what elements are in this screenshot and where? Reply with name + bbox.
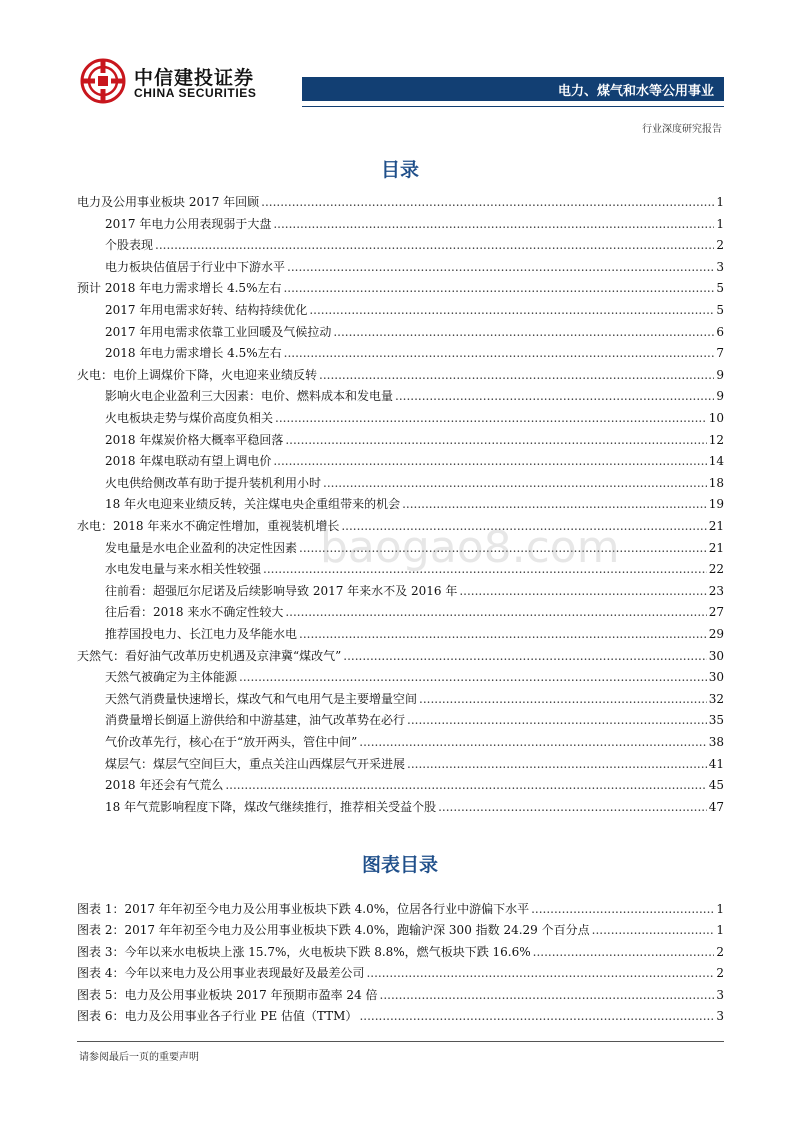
toc-entry[interactable] xyxy=(105,776,724,796)
toc-entry-text: 消费量增长倒逼上游供给和中游基建，油气改革势在必行 xyxy=(105,713,406,728)
dot-leader xyxy=(380,988,715,1002)
dot-leader xyxy=(319,368,714,382)
figure-entry-page: 1 xyxy=(716,902,724,916)
toc-entry-page: 45 xyxy=(708,778,724,793)
figure-entry-text: 图表 4：今年以来电力及公用事业表现最好及最差公司 xyxy=(77,966,365,981)
toc-entry[interactable] xyxy=(105,323,724,343)
dot-leader xyxy=(323,476,707,490)
dot-leader xyxy=(359,1009,714,1023)
toc-entry[interactable] xyxy=(77,193,724,213)
toc-entry-text: 2018 年电力需求增长 4.5%左右 xyxy=(105,346,282,361)
toc-entry-page: 32 xyxy=(708,691,724,706)
dot-leader xyxy=(459,584,706,598)
dot-leader xyxy=(407,757,707,771)
toc-entry[interactable] xyxy=(105,387,724,407)
figure-entry[interactable] xyxy=(77,986,724,1006)
toc-entry[interactable] xyxy=(105,668,724,688)
header-divider xyxy=(302,106,724,107)
dot-leader xyxy=(407,713,707,727)
dot-leader xyxy=(285,605,706,619)
figure-entry[interactable] xyxy=(77,943,724,963)
dot-leader xyxy=(261,195,714,209)
toc-entry-page: 27 xyxy=(708,605,724,620)
figure-entry-text: 图表 6：电力及公用事业各子行业 PE 估值（TTM） xyxy=(77,1009,358,1023)
report-type-label: 行业深度研究报告 xyxy=(642,124,722,135)
figure-entry[interactable] xyxy=(77,964,724,984)
dot-leader xyxy=(285,433,706,447)
dot-leader xyxy=(239,670,707,684)
dot-leader xyxy=(366,966,714,980)
dot-leader xyxy=(309,303,714,317)
toc-entry-text: 煤层气：煤层气空间巨大，重点关注山西煤层气开采进展 xyxy=(105,756,406,771)
toc-entry-page: 7 xyxy=(716,346,724,361)
toc-entry-text: 电力板块估值居于行业中下游水平 xyxy=(105,259,286,274)
industry-banner-text: 电力、煤气和水等公用事业 xyxy=(557,84,714,99)
figure-entry[interactable] xyxy=(77,1007,724,1027)
toc-entry-page: 9 xyxy=(716,389,724,404)
toc-entry-page: 3 xyxy=(716,259,724,274)
dot-leader xyxy=(283,281,714,295)
toc-entry-page: 1 xyxy=(716,216,724,231)
toc-entry-page: 5 xyxy=(716,303,724,317)
toc-entry-page: 5 xyxy=(716,281,724,296)
toc-entry-text: 往后看：2018 来水不确定性较大 xyxy=(105,605,284,620)
toc-entry-page: 22 xyxy=(708,562,724,577)
toc-entry-page: 14 xyxy=(708,454,724,469)
toc-entry-page: 35 xyxy=(708,713,724,728)
dot-leader xyxy=(419,692,707,706)
brand-name-english: CHINA SECURITIES xyxy=(134,86,257,100)
toc-entry-page: 19 xyxy=(708,497,724,512)
toc-entry[interactable] xyxy=(105,431,724,451)
dot-leader xyxy=(273,454,706,468)
industry-banner xyxy=(302,77,724,101)
toc-entry-text: 天然气消费量快速增长，煤改气和气电用气是主要增量空间 xyxy=(105,691,418,706)
dot-leader xyxy=(438,800,707,814)
toc-entry-text: 往前看：超强厄尔尼诺及后续影响导致 2017 年来水不及 2016 年 xyxy=(105,583,458,598)
toc-entry[interactable] xyxy=(77,279,724,299)
dot-leader xyxy=(592,923,715,937)
toc-entry-text: 18 年气荒影响程度下降，煤改气继续推行，推荐相关受益个股 xyxy=(105,799,437,814)
footer-disclaimer: 请参阅最后一页的重要声明 xyxy=(79,1052,199,1063)
toc-entry-text: 天然气被确定为主体能源 xyxy=(105,670,238,685)
toc-entry[interactable] xyxy=(105,409,724,429)
figure-entry[interactable] xyxy=(77,900,724,920)
brand-name-chinese: 中信建投证券 xyxy=(134,67,255,89)
toc-entry-text: 火电供给侧改革有助于提升装机利用小时 xyxy=(105,475,322,490)
watermark: baogao8.com xyxy=(320,522,620,573)
toc-entry-text: 预计 2018 年电力需求增长 4.5%左右 xyxy=(77,281,282,296)
toc-entry[interactable] xyxy=(105,711,724,731)
toc-entry[interactable] xyxy=(105,625,724,645)
toc-entry-text: 水电：2018 年来水不确定性增加，重视装机增长 xyxy=(77,519,340,533)
toc-entry-page: 6 xyxy=(716,324,724,339)
toc-entry-text: 2018 年煤电联动有望上调电价 xyxy=(105,454,272,469)
figure-entry-text: 图表 1：2017 年年初至今电力及公用事业板块下跌 4.0%，位居各行业中游偏下水平 xyxy=(77,902,530,916)
figure-entry-page: 3 xyxy=(716,987,724,1002)
figure-entry[interactable] xyxy=(77,921,724,941)
toc-entry[interactable] xyxy=(105,603,724,623)
toc-entry[interactable] xyxy=(105,582,724,602)
dot-leader xyxy=(275,411,707,425)
toc-entry-text: 天然气：看好油气改革历史机遇及京津冀“煤改气” xyxy=(77,648,342,663)
toc-entry-text: 发电量是水电企业盈利的决定性因素 xyxy=(105,540,298,555)
toc-entry-text: 2018 年煤炭价格大概率平稳回落 xyxy=(105,432,284,447)
toc-entry[interactable] xyxy=(105,215,724,235)
dot-leader xyxy=(225,778,706,792)
toc-entry-page: 21 xyxy=(708,519,724,533)
toc-entry-page: 38 xyxy=(708,735,724,749)
toc-entry[interactable] xyxy=(105,474,724,494)
figures-title: 图表目录 xyxy=(361,854,438,876)
toc-entry[interactable] xyxy=(105,733,724,753)
toc-entry-text: 2017 年用电需求依靠工业回暖及气候拉动 xyxy=(105,324,332,339)
toc-entry-text: 电力及公用事业板块 2017 年回顾 xyxy=(77,195,260,209)
dot-leader xyxy=(533,945,715,959)
figure-entry-page: 2 xyxy=(716,966,724,981)
figure-entry-page: 3 xyxy=(716,1009,724,1023)
toc-entry-page: 30 xyxy=(708,648,724,663)
toc-entry-text: 水电发电量与来水相关性较强 xyxy=(105,562,262,577)
toc-entry[interactable] xyxy=(105,452,724,472)
figure-entry-page: 1 xyxy=(716,923,724,938)
figure-entry-page: 2 xyxy=(716,944,724,959)
toc-entry-page: 10 xyxy=(708,411,724,425)
toc-entry[interactable] xyxy=(105,258,724,278)
dot-leader xyxy=(359,735,706,749)
figure-entry-text: 图表 3：今年以来水电板块上涨 15.7%，火电板块下跌 8.8%，燃气板块下跌 16.6% xyxy=(77,944,531,959)
dot-leader xyxy=(284,346,715,360)
dot-leader xyxy=(343,649,706,663)
dot-leader xyxy=(273,217,714,231)
toc-entry[interactable] xyxy=(105,495,724,515)
toc-entry-text: 18 年火电迎来业绩反转，关注煤电央企重组带来的机会 xyxy=(105,497,401,512)
toc-entry-page: 1 xyxy=(716,195,724,209)
toc-entry[interactable] xyxy=(105,344,724,364)
toc-entry[interactable] xyxy=(105,236,724,256)
dot-leader xyxy=(299,627,707,641)
toc-entry-page: 47 xyxy=(708,799,724,814)
toc-entry-page: 12 xyxy=(708,432,724,447)
toc-entry-page: 23 xyxy=(708,583,724,598)
toc-entry[interactable] xyxy=(105,798,724,818)
figure-entry-text: 图表 2：2017 年年初至今电力及公用事业板块下跌 4.0%，跑输沪深 300 指数 24.29 个百分点 xyxy=(77,923,590,938)
toc-entry-text: 火电：电价上调煤价下降，火电迎来业绩反转 xyxy=(77,367,318,382)
china-securities-logo-icon xyxy=(80,58,126,104)
dot-leader xyxy=(402,497,707,511)
toc-entry-page: 18 xyxy=(708,475,724,490)
figure-entry-text: 图表 5：电力及公用事业板块 2017 年预期市盈率 24 倍 xyxy=(77,987,378,1002)
toc-entry-text: 2018 年还会有气荒么 xyxy=(105,778,224,793)
dot-leader xyxy=(531,902,714,916)
toc-entry-text: 个股表现 xyxy=(105,238,154,253)
toc-entry[interactable] xyxy=(105,301,724,321)
toc-entry-page: 30 xyxy=(708,670,724,685)
toc-entry[interactable] xyxy=(105,690,724,710)
toc-entry-text: 火电板块走势与煤价高度负相关 xyxy=(105,411,274,425)
toc-title: 目录 xyxy=(380,159,419,181)
toc-entry-page: 9 xyxy=(716,367,724,382)
toc-entry-page: 29 xyxy=(708,627,724,641)
dot-leader xyxy=(395,389,714,403)
dot-leader xyxy=(333,325,714,339)
toc-entry-text: 推荐国投电力、长江电力及华能水电 xyxy=(105,627,298,641)
toc-entry-text: 2017 年用电需求好转、结构持续优化 xyxy=(105,303,308,317)
dot-leader xyxy=(287,260,714,274)
toc-entry-page: 2 xyxy=(716,238,724,253)
toc-entry-text: 气价改革先行，核心在于“放开两头，管住中间” xyxy=(105,735,358,749)
dot-leader xyxy=(155,238,714,252)
footer-divider xyxy=(77,1041,724,1042)
toc-entry[interactable] xyxy=(77,366,724,386)
toc-entry-page: 41 xyxy=(708,756,724,771)
toc-entry-text: 2017 年电力公用表现弱于大盘 xyxy=(105,216,272,231)
toc-entry[interactable] xyxy=(77,647,724,667)
toc-entry[interactable] xyxy=(105,755,724,775)
toc-entry-page: 21 xyxy=(708,540,724,555)
toc-entry-text: 影响火电企业盈利三大因素：电价、燃料成本和发电量 xyxy=(105,389,394,404)
